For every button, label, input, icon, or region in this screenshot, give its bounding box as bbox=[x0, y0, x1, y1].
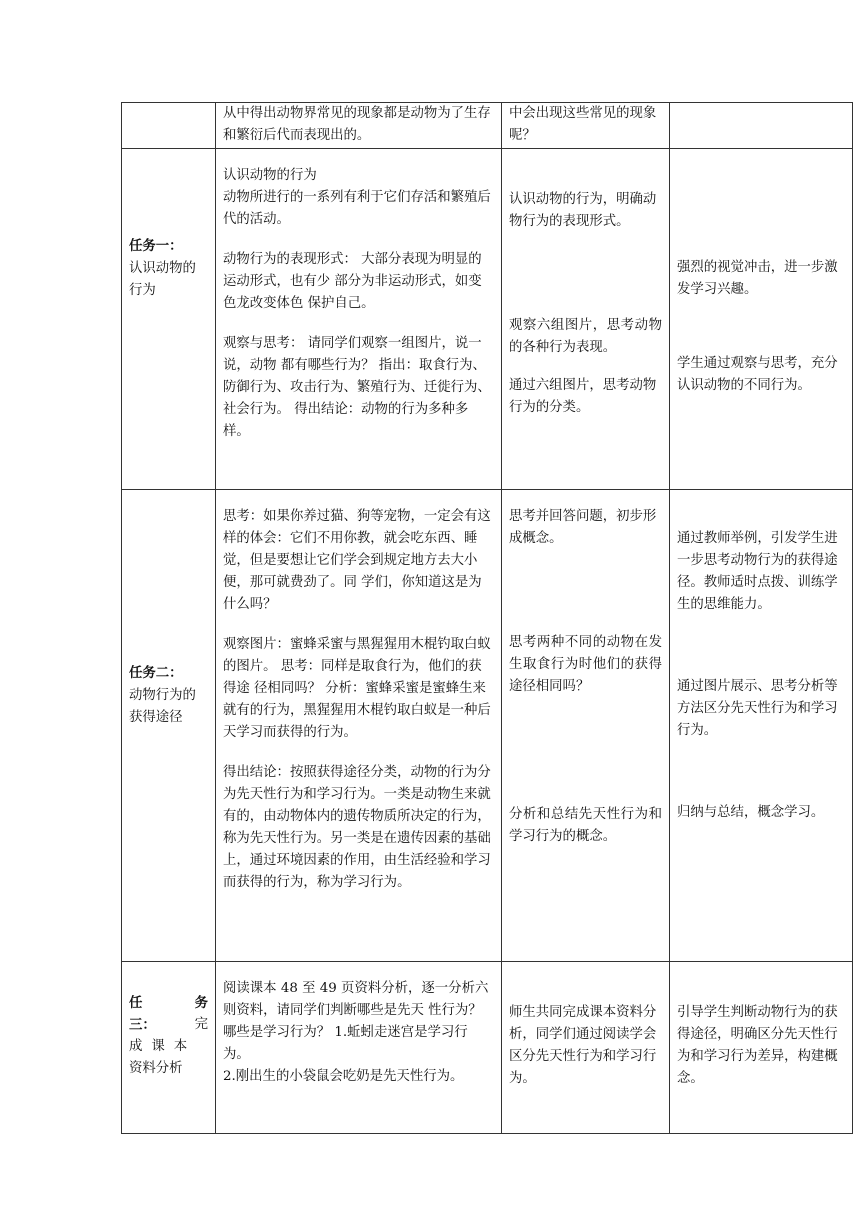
cell-text: 动物所进行的一系列有利于它们存活和繁殖后代的活动。 bbox=[223, 190, 491, 227]
task-cell bbox=[122, 962, 216, 1134]
task-cell bbox=[122, 490, 216, 962]
cell-text: 强烈的视觉冲击，进一步激发学习兴趣。 bbox=[677, 260, 838, 297]
student-activity-cell bbox=[502, 962, 670, 1134]
task-cell bbox=[122, 149, 216, 490]
cell-text: 师生共同完成课本资料分析，同学们通过阅读学会区分先天性行为和学习行为。 bbox=[509, 1005, 657, 1086]
teacher-activity-cell bbox=[216, 149, 502, 490]
task-heading: 三： bbox=[129, 1017, 156, 1033]
task-title: 认识动物的行为 bbox=[129, 261, 196, 298]
cell-text: 观察图片：蜜蜂采蜜与黑猩猩用木棍钓取白蚁的图片。 思考：同样是取食行为，他们的获得途 径相同吗？ 分析：蜜蜂采蜜是蜜蜂生来就有的行为，黑猩猩用木棍钓取白蚁是一种后天学习而获得的行为。 bbox=[223, 637, 491, 740]
design-intent-cell bbox=[670, 103, 853, 149]
task-cell bbox=[122, 103, 216, 149]
cell-text: 归纳与总结，概念学习。 bbox=[677, 805, 825, 820]
table-row bbox=[122, 149, 853, 490]
task-heading: 任 bbox=[129, 995, 143, 1011]
cell-text: 2.刚出生的小袋鼠会吃奶是先天性行为。 bbox=[223, 1069, 464, 1084]
cell-text: 分析和总结先天性行为和学习行为的概念。 bbox=[509, 807, 662, 844]
teacher-activity-cell bbox=[216, 103, 502, 149]
teacher-activity-cell bbox=[216, 962, 502, 1134]
task-heading-line bbox=[129, 1014, 208, 1036]
task-heading: 任务二： bbox=[129, 665, 183, 681]
design-intent-cell bbox=[670, 149, 853, 490]
cell-text: 通过教师举例，引发学生进一步思考动物行为的获得途径。教师适时点拨、训练学生的思维能力。 bbox=[677, 531, 838, 612]
cell-text: 思考：如果你养过猫、狗等宠物，一定会有这样的体会：它们不用你教，就会吃东西、睡觉，但是要想让它们学会到规定地方去大小便，那可就费劲了。同 学们，你知道这是为什么吗？ bbox=[223, 509, 491, 612]
cell-text: 动物行为的表现形式： 大部分表现为明显的运动形式，也有少 部分为非运动形式，如变色龙改变体色 保护自己。 bbox=[223, 252, 482, 311]
task-heading: 务 bbox=[194, 995, 208, 1011]
task-title: 动物行为的获得途径 bbox=[129, 688, 196, 725]
task-title: 资料分析 bbox=[129, 1061, 183, 1076]
cell-text: 中会出现这些常见的现象呢？ bbox=[509, 106, 657, 143]
cell-text: 思考并回答问题，初步形成概念。 bbox=[509, 509, 657, 546]
cell-text: 观察与思考： 请同学们观察一组图片，说一说，动物 都有哪些行为？ 指出：取食行为、防御行为、攻击行为、繁殖行为、迁徙行为、社会行为。 得出结论：动物的行为多种多样。 bbox=[223, 336, 491, 439]
table-row bbox=[122, 103, 853, 149]
cell-text: 阅读课本 48 至 49 页资料分析，逐一分析六则资料，请同学们判断哪些是先天 性行为？哪些是学习行为？ 1.蚯蚓走迷宫是学习行为。 bbox=[223, 981, 489, 1062]
student-activity-cell bbox=[502, 490, 670, 962]
task-title: 成课本 bbox=[129, 1039, 197, 1054]
task-heading: 任务一： bbox=[129, 238, 183, 254]
cell-text: 从中得出动物界常见的现象都是动物为了生存和繁衍后代而表现出的。 bbox=[223, 106, 491, 143]
teacher-activity-cell bbox=[216, 490, 502, 962]
student-activity-cell bbox=[502, 103, 670, 149]
student-activity-cell bbox=[502, 149, 670, 490]
cell-text: 思考两种不同的动物在发生取食行为时他们的获得途径相同吗？ bbox=[509, 635, 662, 694]
table-row bbox=[122, 962, 853, 1134]
cell-text: 引导学生判断动物行为的获得途径，明确区分先天性行为和学习行为差异，构建概念。 bbox=[677, 1005, 838, 1086]
cell-text: 通过六组图片，思考动物行为的分类。 bbox=[509, 378, 657, 415]
design-intent-cell bbox=[670, 962, 853, 1134]
task-heading-line bbox=[129, 992, 208, 1014]
cell-text: 认识动物的行为，明确动物行为的表现形式。 bbox=[509, 192, 657, 229]
cell-text: 认识动物的行为 bbox=[223, 168, 317, 183]
design-intent-cell bbox=[670, 490, 853, 962]
cell-text: 得出结论：按照获得途径分类，动物的行为分为先天性行为和学习行为。一类是动物生来就有的，由动物体内的遗传物质所决定的行为，称为先天性行为。另一类是在遗传因素的基础上，通过环境因素的作用，由生活经验和学习而获得的行为，称为学习行为。 bbox=[223, 765, 491, 890]
lesson-plan-table bbox=[121, 102, 853, 1134]
table-row bbox=[122, 490, 853, 962]
cell-text: 观察六组图片，思考动物的各种行为表现。 bbox=[509, 318, 662, 355]
cell-text: 通过图片展示、思考分析等方法区分先天性行为和学习行为。 bbox=[677, 679, 838, 738]
cell-text: 学生通过观察与思考，充分认识动物的不同行为。 bbox=[677, 356, 838, 393]
task-title: 完 bbox=[194, 1017, 208, 1032]
